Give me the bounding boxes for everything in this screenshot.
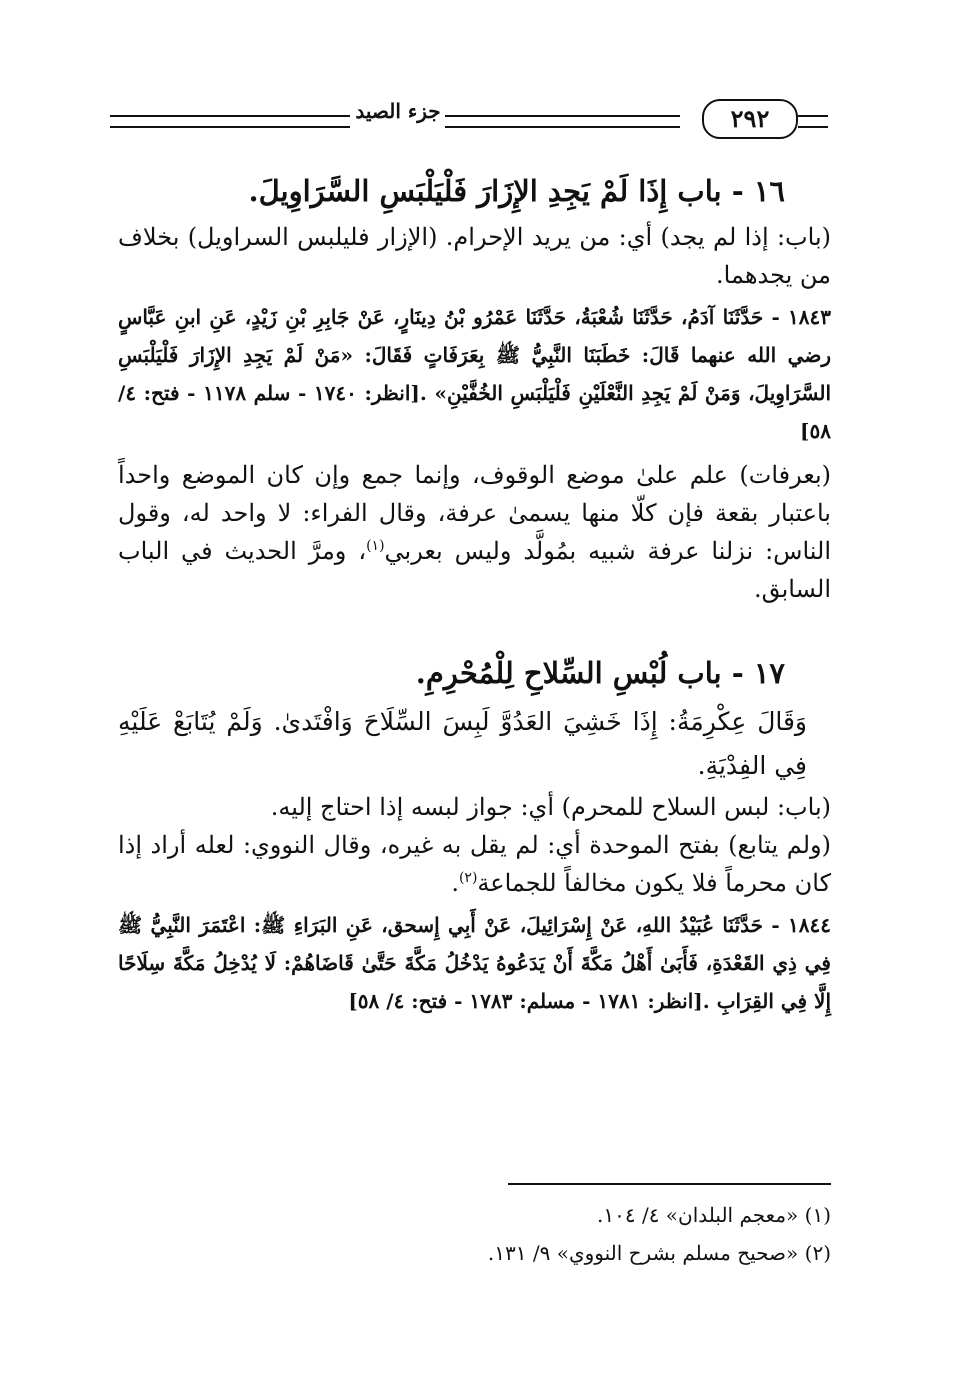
chapter-heading-17: ١٧ - باب لُبْسِ السِّلاحِ لِلْمُحْرِمِ. [415,656,785,690]
hadith-1843: ١٨٤٣ - حَدَّثَنَا آدَمُ، حَدَّثَنَا شُعْبَةُ، حَدَّثَنَا عَمْرُو بْنُ دِينَارٍ، عَنْ جَابِرِ بْنِ زَيْدٍ، عَنِ ابنِ عَبَّاسٍ رضي الله عنهما قَالَ: خَطَبَنَا النَّبِيُّ ﷺ بِعَرَفَاتٍ فَقَالَ: «مَنْ لَمْ يَجِدِ الإِزَارَ فَلْيَلْبَسِ السَّرَاوِيلَ، وَمَنْ لَمْ يَجِدِ النَّعْلَيْنِ فَلْيَلْبَسِ الخُفَّيْنِ» .[انظر: ١٧٤٠ - سلم ١١٧٨ - فتح: ٤/ ٥٨] [118,305,832,443]
header-rule-left [110,115,350,128]
commentary-16-b-text: (بعرفات) علم علىٰ موضع الوقوف، وإنما جمع وإن كان الموضع واحداً باعتبار بقعة فإن كلّا منها يسمىٰ عرفة، وقال الفراء: لا واحد له، وقول الناس: نزلنا عرفة شبيه بمُولَّد وليس بعربي [118,461,831,565]
athar-ikrimah: وَقَالَ عِكْرِمَةُ: إِذَا خَشِيَ العَدُوَّ لَبِسَ السِّلَاحَ وَافْتَدىٰ. وَلَمْ يُتَابَعْ عَلَيْهِ فِي الفِدْيَةِ. [118,707,807,780]
footnote-2: (٢) «صحيح مسلم بشرح النووي» ٩/ ١٣١. [487,1241,831,1265]
commentary-17-a: (باب: لبس السلاح للمحرم) أي: جواز لبسه إذا احتاج إليه. [270,793,831,821]
page-body [118,168,831,1026]
commentary-17-b-end: . [451,869,459,897]
running-title: جزء الصيد [355,99,441,123]
commentary-16-a: (باب: إذا لم يجد) أي: من يريد الإحرام. (الإزار فليلبس السراويل) بخلاف من يجدهما. [118,223,831,289]
header-rule-right [798,115,828,128]
footnotes [118,1196,831,1272]
chapter-heading-16: ١٦ - باب إِذَا لَمْ يَجِدِ الإِزَارَ فَلْيَلْبَسِ السَّرَاوِيلَ. [248,174,785,208]
footnote-1: (١) «معجم البلدان» ٤/ ١٠٤. [597,1203,831,1227]
footnote-ref-1: (١) [366,538,385,554]
commentary-16-b-end: ، ومرَّ الحديث في الباب السابق. [118,537,831,603]
page-number: ٢٩٢ [702,99,798,139]
commentary-17-b [118,826,831,902]
commentary-16-b [118,456,831,608]
running-header [110,95,828,145]
header-rule-middle [445,115,680,128]
footnote-separator [508,1183,831,1185]
footnote-ref-2: (٢) [458,870,478,886]
commentary-17-b-text: (ولم يتابع) بفتح الموحدة أي: لم يقل به غيره، وقال النووي: لعله أراد إذا كان محرماً فلا يكون مخالفاً للجماعة [118,831,831,897]
hadith-1844: ١٨٤٤ - حَدَّثَنَا عُبَيْدُ اللهِ، عَنْ إِسْرَائِيلَ، عَنْ أَبِي إِسحق، عَنِ البَرَاءِ ﷺ: اعْتَمَرَ النَّبِيُّ ﷺ فِي ذِي القَعْدَةِ، فَأَبَىٰ أَهْلُ مَكَّةَ أَنْ يَدَعُوهُ يَدْخُلُ مَكَّةَ حَتَّىٰ قَاضَاهُمْ: لَا يُدْخِلُ مَكَّةَ سِلَاحًا إِلَّا فِي القِرَابِ .[انظر: ١٧٨١ - مسلم: ١٧٨٣ - فتح: ٤/ ٥٨] [118,913,831,1013]
